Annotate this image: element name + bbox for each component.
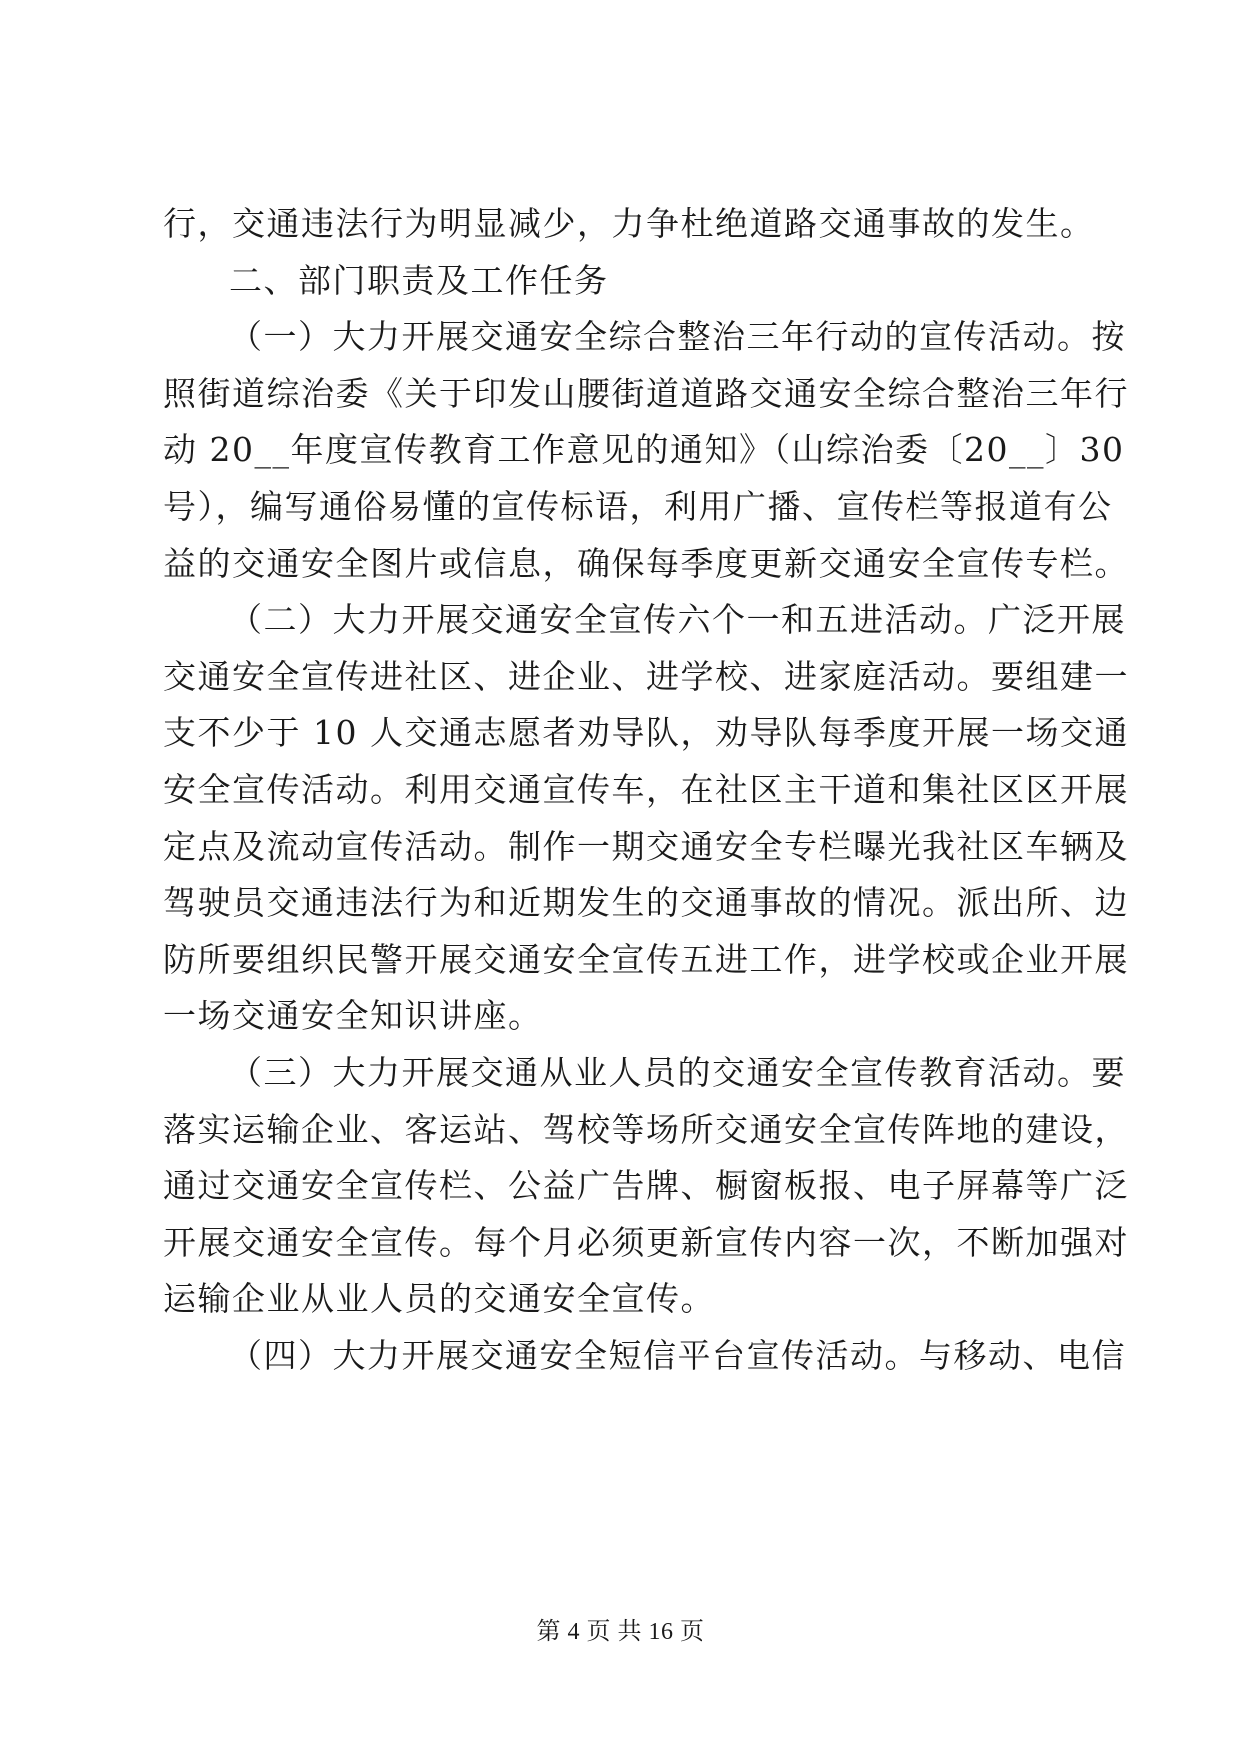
paragraph-item-4	[163, 1328, 1126, 1385]
page-number-footer: 第 4 页 共 16 页	[536, 1619, 705, 1645]
text-line: 动 20__年度宣传教育工作意见的通知》（山综治委〔20__〕30	[163, 430, 1125, 470]
text-line: 照街道综治委《关于印发山腰街道道路交通安全综合整治三年行	[163, 373, 1129, 413]
text-line: （一）大力开展交通安全综合整治三年行动的宣传活动。按	[229, 317, 1126, 357]
text-line: 二、部门职责及工作任务	[229, 260, 609, 300]
text-line: 落实运输企业、客运站、驾校等场所交通安全宣传阵地的建设，	[163, 1109, 1129, 1149]
text-line: 驾驶员交通违法行为和近期发生的交通事故的情况。派出所、边	[163, 883, 1129, 923]
text-line: 一场交通安全知识讲座。	[163, 996, 543, 1036]
text-line: 定点及流动宣传活动。制作一期交通安全专栏曝光我社区车辆及	[163, 826, 1129, 866]
section-heading	[163, 253, 1083, 310]
text-line: 通过交通安全宣传栏、公益广告牌、橱窗板报、电子屏幕等广泛	[163, 1166, 1129, 1206]
paragraph-item-2	[163, 592, 1129, 1045]
text-line: 运输企业从业人员的交通安全宣传。	[163, 1279, 715, 1319]
text-line: 支不少于 10 人交通志愿者劝导队，劝导队每季度开展一场交通	[163, 713, 1129, 753]
text-line: 交通安全宣传进社区、进企业、进学校、进家庭活动。要组建一	[163, 656, 1129, 696]
text-line: （三）大力开展交通从业人员的交通安全宣传教育活动。要	[229, 1052, 1126, 1092]
paragraph-item-3	[163, 1045, 1129, 1328]
text-line: 安全宣传活动。利用交通宣传车，在社区主干道和集社区区开展	[163, 769, 1129, 809]
paragraph-continuation	[163, 196, 1095, 253]
text-line: 益的交通安全图片或信息，确保每季度更新交通安全宣传专栏。	[163, 543, 1129, 583]
document-body	[163, 196, 1129, 1384]
text-line: 行，交通违法行为明显减少，力争杜绝道路交通事故的发生。	[163, 204, 1095, 243]
text-line: 号），编写通俗易懂的宣传标语，利用广播、宣传栏等报道有公	[163, 486, 1113, 526]
text-line: （二）大力开展交通安全宣传六个一和五进活动。广泛开展	[229, 600, 1126, 640]
text-line: （四）大力开展交通安全短信平台宣传活动。与移动、电信	[229, 1335, 1126, 1375]
text-line: 防所要组织民警开展交通安全宣传五进工作，进学校或企业开展	[163, 939, 1129, 979]
text-line: 开展交通安全宣传。每个月必须更新宣传内容一次，不断加强对	[163, 1222, 1129, 1262]
paragraph-item-1	[163, 309, 1129, 592]
